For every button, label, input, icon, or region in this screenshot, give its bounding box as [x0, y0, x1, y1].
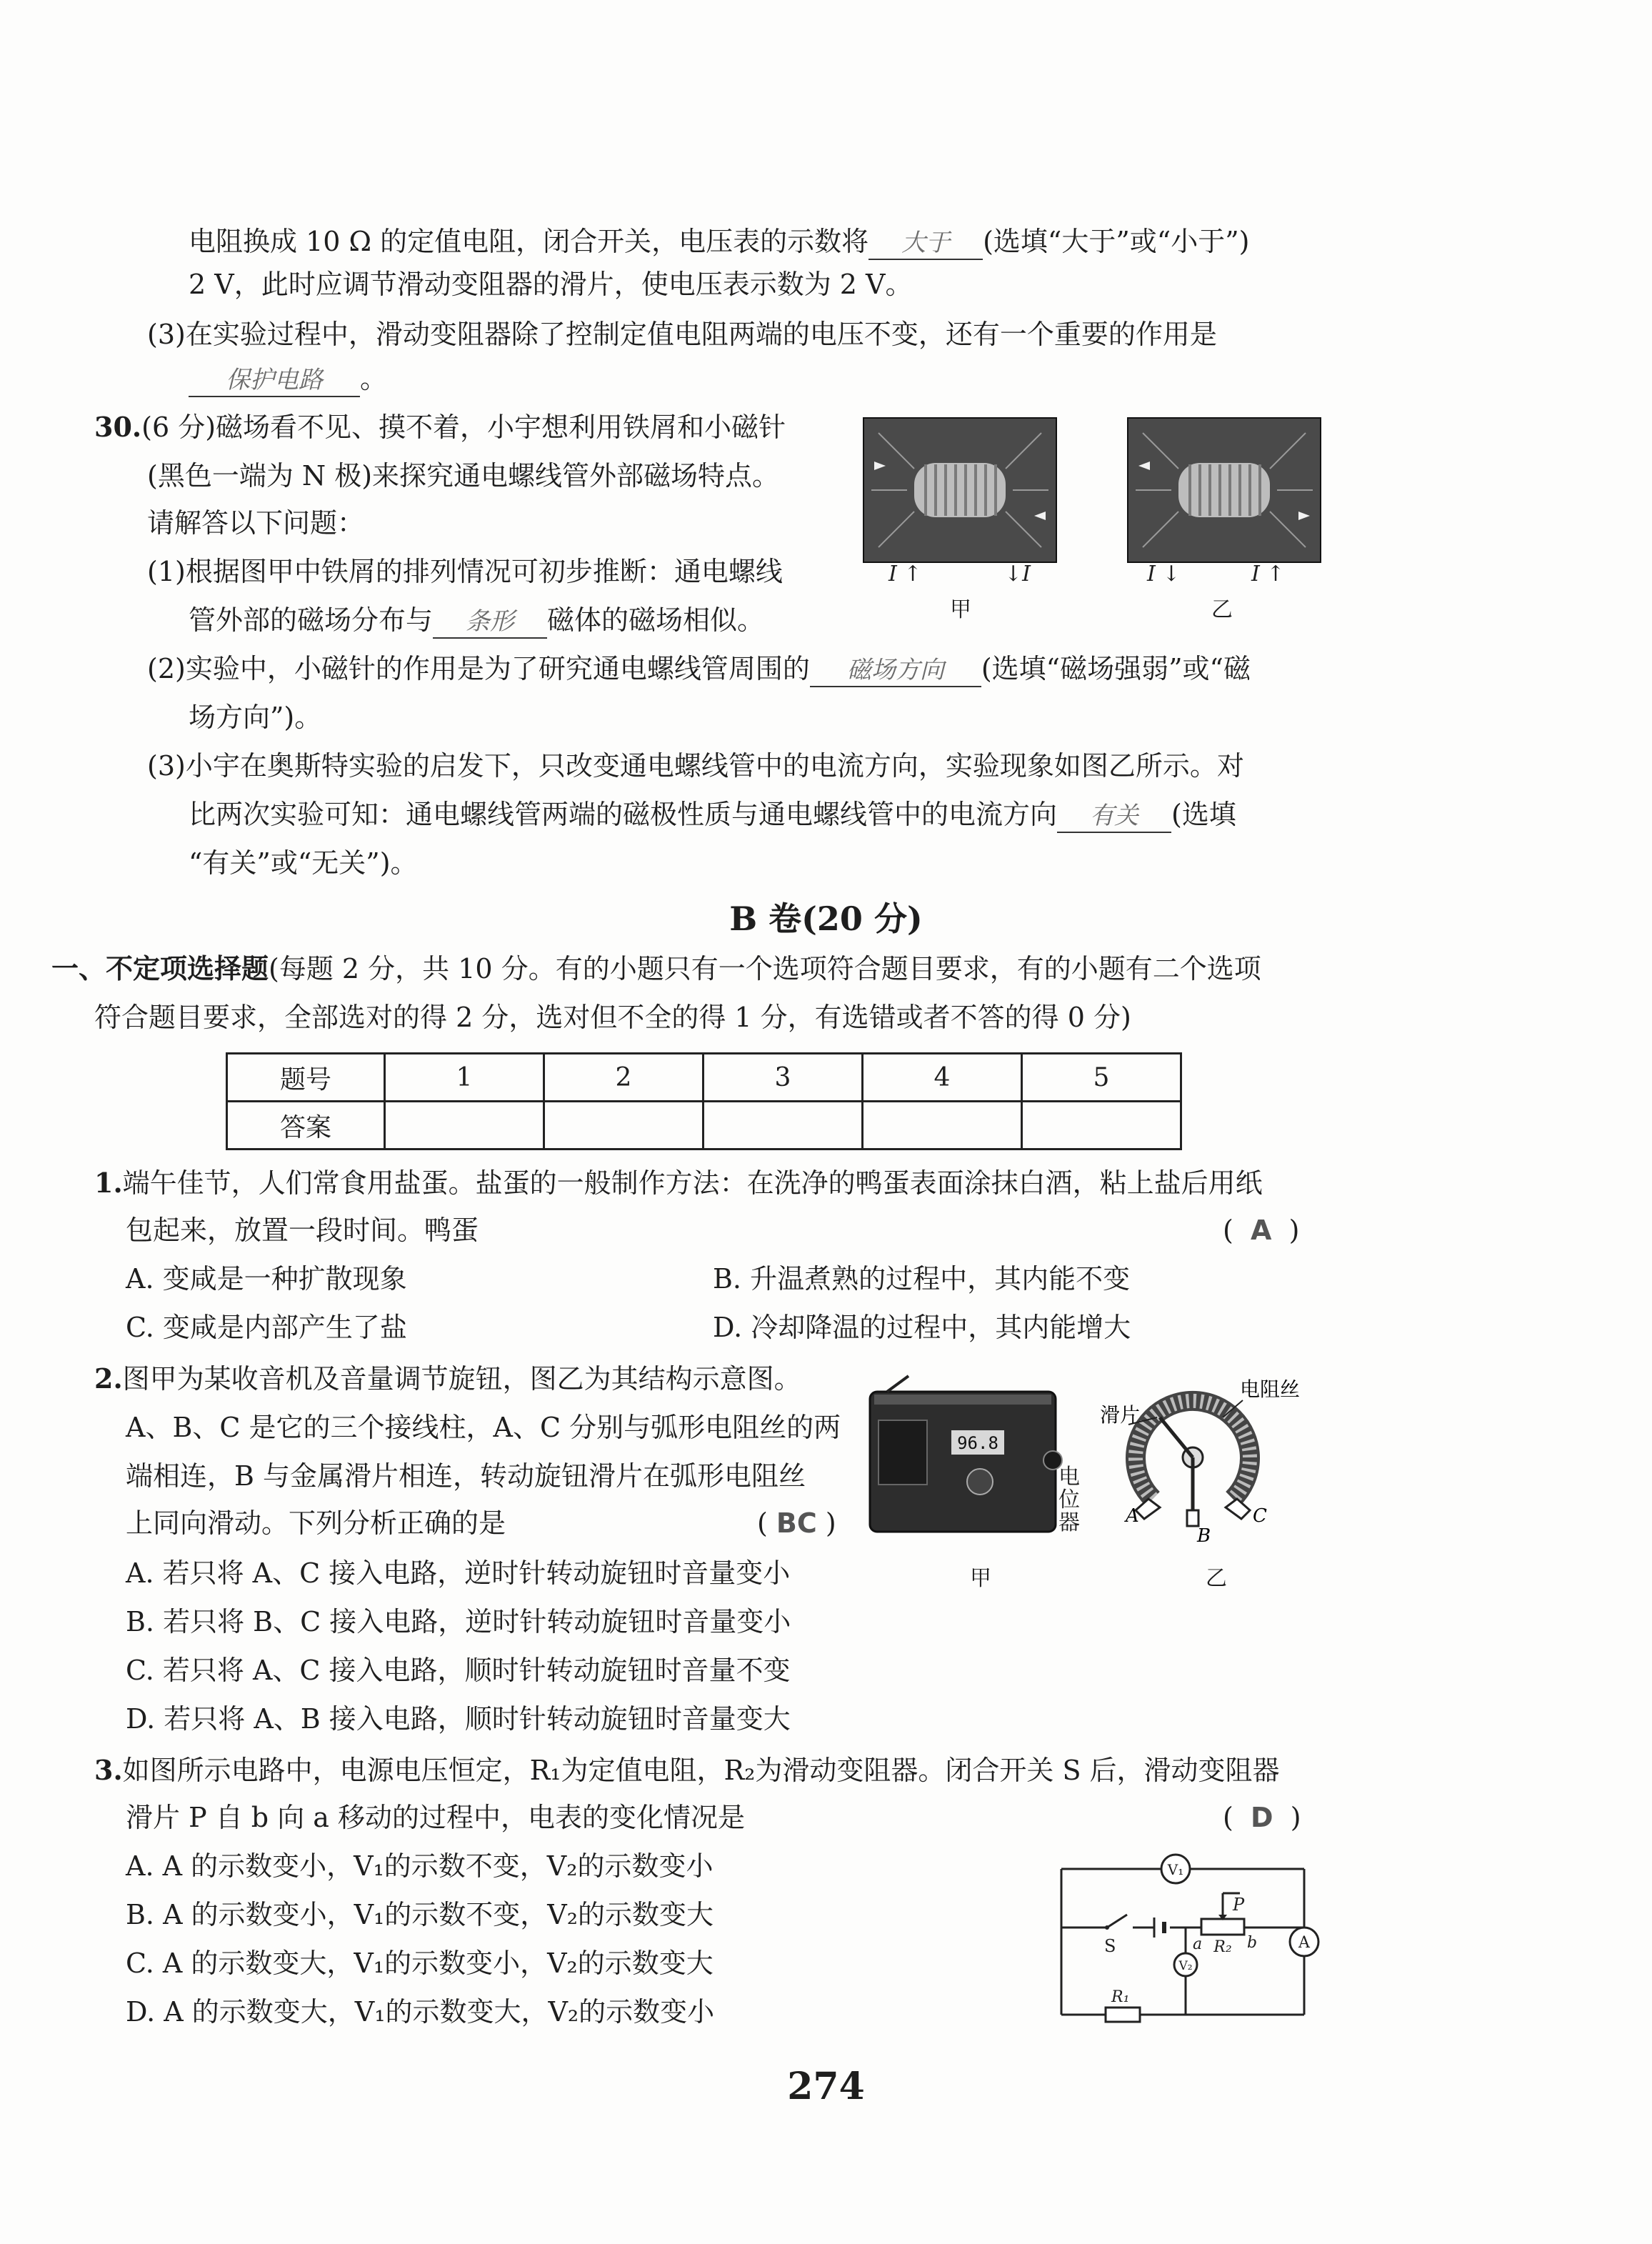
potentiometer-label: 电位器 [1058, 1465, 1080, 1535]
answer-cell-4[interactable] [863, 1102, 1022, 1150]
b2-text: 图甲为某收音机及音量调节旋钮，图乙为其结构示意图。 [122, 1363, 801, 1395]
r1-label: R₁ [1111, 1988, 1130, 2006]
b1-option-b[interactable]: B. 升温煮熟的过程中，其内能不变 [713, 1263, 1131, 1295]
question-number: 3. [94, 1754, 123, 1786]
table-number-cell: 2 [544, 1054, 704, 1102]
label-b: B [1197, 1525, 1211, 1543]
b-label: b [1247, 1934, 1258, 1952]
b3-answer-paren: ( D ) [1223, 1802, 1301, 1833]
current-symbol: I [1022, 562, 1031, 587]
b1-text: 端午佳节，人们常食用盐蛋。盐蛋的一般制作方法：在洗净的鸭蛋表面涂抹白酒，粘上盐后用纸 [122, 1167, 1263, 1199]
table-number-cell: 1 [385, 1054, 544, 1102]
q30-answer-3[interactable]: 有关 [1057, 800, 1171, 833]
q29-line2: 2 V，此时应调节滑动变阻器的滑片，使电压表示数为 2 V。 [189, 269, 913, 300]
b2-line2: A、B、C 是它的三个接线柱，A、C 分别与弧形电阻丝的两 [126, 1412, 841, 1443]
b2-option-d[interactable]: D. 若只将 A、B 接入电路，顺时针转动旋钮时音量变大 [126, 1703, 791, 1735]
answer-cell-3[interactable] [704, 1102, 863, 1150]
b3-answer: D [1250, 1802, 1273, 1833]
terminal-b [1187, 1510, 1198, 1526]
tuning-knob [967, 1469, 993, 1495]
q30-part3c: “有关”或“无关”)。 [189, 847, 418, 879]
switch-pivot [1105, 1925, 1109, 1930]
q30-text: 管外部的磁场分布与 [189, 604, 434, 636]
switch-label: S [1104, 1936, 1116, 1956]
potentiometer-structure [1100, 1379, 1314, 1543]
speaker-grille [878, 1420, 927, 1485]
current-label-yi-left: I ↓ [1147, 562, 1181, 587]
b3-text: 如图所示电路中，电源电压恒定，R₁为定值电阻，R₂为滑动变阻器。闭合开关 S 后，滑动变阻器 [122, 1755, 1280, 1786]
b2-line1 [94, 1363, 801, 1395]
table-header-cell: 题号 [227, 1054, 385, 1102]
figure-label-jia: 甲 [950, 597, 971, 622]
b1-option-d[interactable]: D. 冷却降温的过程中，其内能增大 [713, 1312, 1131, 1343]
wire-label: 电阻丝 [1240, 1379, 1301, 1401]
q30-answer-2[interactable]: 磁场方向 [810, 654, 981, 687]
terminal-a [1136, 1499, 1160, 1519]
b1-option-a[interactable]: A. 变咸是一种扩散现象 [126, 1263, 407, 1295]
table-number-cell: 3 [704, 1054, 863, 1102]
radio-figure [866, 1375, 1087, 1546]
current-symbol: I [1147, 562, 1156, 587]
q30-part1b [189, 604, 764, 639]
q29-hint: (选填“大于”或“小于”) [983, 226, 1250, 257]
q29-text: 电阻换成 10 Ω 的定值电阻，闭合开关，电压表的示数将 [189, 226, 869, 257]
section-b-title: B 卷(20 分) [729, 899, 923, 938]
q30-part2a [147, 653, 1251, 687]
figure-label-yi: 乙 [1211, 597, 1233, 622]
current-label-jia-right: ↓I [1004, 562, 1031, 587]
q30-text: 磁体的磁场相似。 [547, 604, 765, 636]
solenoid-photo-jia [863, 417, 1057, 563]
answer-table [226, 1052, 1182, 1150]
label-c: C [1253, 1505, 1267, 1527]
q29-part3: (3)在实验过程中，滑动变阻器除了控制定值电阻两端的电压不变，还有一个重要的作用是 [147, 319, 1217, 350]
q30-part1a: (1)根据图甲中铁屑的排列情况可初步推断：通电螺线 [147, 556, 783, 587]
current-label-yi-right: I ↑ [1251, 562, 1285, 587]
label-a: A [1126, 1505, 1139, 1527]
b3-option-c[interactable]: C. A 的示数变大，V₁的示数变小，V₂的示数变大 [126, 1948, 714, 1979]
q30-intro1 [94, 412, 786, 443]
radio-display-text: 96.8 [957, 1433, 998, 1453]
q30-text: (2)实验中，小磁针的作用是为了研究通电螺线管周围的 [147, 653, 810, 684]
circuit-diagram [1050, 1843, 1336, 2029]
q30-intro2: (黑色一端为 N 极)来探究通电螺线管外部磁场特点。 [147, 460, 780, 492]
q30-hint: (选填“磁场强弱”或“磁 [981, 653, 1251, 684]
rheostat-r2 [1201, 1919, 1244, 1935]
b2-answer: BC [776, 1507, 817, 1539]
question-number: 1. [94, 1167, 123, 1199]
current-label-jia-left: I ↑ [888, 562, 922, 587]
table-number-cell: 4 [863, 1054, 1022, 1102]
q30-part3a: (3)小宇在奥斯特实验的启发下，只改变通电螺线管中的电流方向，实验现象如图乙所示。对 [147, 750, 1244, 782]
b3-line1 [94, 1755, 1280, 1786]
q29-part3-answer-line [189, 363, 387, 397]
b2-option-b[interactable]: B. 若只将 B、C 接入电路，逆时针转动旋钮时音量变小 [126, 1606, 791, 1637]
slider-arm [1160, 1417, 1193, 1457]
b1-answer-paren: ( A ) [1223, 1215, 1300, 1246]
q30-answer-1[interactable]: 条形 [433, 606, 547, 639]
b1-line2: 包起来，放置一段时间。鸭蛋 [126, 1215, 479, 1246]
b1-option-c[interactable]: C. 变咸是内部产生了盐 [126, 1312, 407, 1343]
current-symbol: I [888, 562, 897, 587]
b3-line2: 滑片 P 自 b 向 a 移动的过程中，电表的变化情况是 [126, 1802, 746, 1833]
v2-label: V₂ [1178, 1959, 1193, 1973]
part-label: 一、不定项选择题 [51, 952, 269, 984]
ammeter-label: A [1298, 1934, 1310, 1952]
b2-option-c[interactable]: C. 若只将 A、C 接入电路，顺时针转动旋钮时音量不变 [126, 1655, 791, 1686]
q29-line1 [189, 226, 1249, 260]
table-number-cell: 5 [1022, 1054, 1181, 1102]
answer-cell-2[interactable] [544, 1102, 704, 1150]
q30-hint: (选填 [1171, 799, 1236, 830]
b3-option-a[interactable]: A. A 的示数变小，V₁的示数不变，V₂的示数变小 [126, 1850, 714, 1882]
question-number: 2. [94, 1362, 123, 1395]
b2-option-a[interactable]: A. 若只将 A、C 接入电路，逆时针转动旋钮时音量变小 [126, 1557, 791, 1589]
resistor-r1 [1106, 2008, 1140, 2022]
page-number: 274 [787, 2065, 865, 2108]
radio-figure-label: 甲 [970, 1566, 991, 1591]
r2-label: R₂ [1213, 1938, 1232, 1956]
question-number: 30. [94, 411, 142, 443]
b1-answer: A [1250, 1215, 1272, 1246]
a-label: a [1193, 1935, 1203, 1953]
v1-label: V₁ [1167, 1861, 1184, 1878]
b2-line3: 端相连，B 与金属滑片相连，转动旋钮滑片在弧形电阻丝 [126, 1460, 806, 1492]
b3-option-b[interactable]: B. A 的示数变小，V₁的示数不变，V₂的示数变大 [126, 1899, 714, 1930]
b1-line1 [94, 1167, 1263, 1199]
b3-option-d[interactable]: D. A 的示数变大，V₁的示数变大，V₂的示数变小 [126, 1996, 715, 2028]
terminal-c [1226, 1499, 1250, 1519]
table-row [227, 1054, 1181, 1102]
q30-intro3: 请解答以下问题： [147, 507, 365, 539]
antenna [887, 1376, 908, 1392]
solenoid-jia-illustration [864, 419, 1056, 562]
b2-answer-paren: ( BC ) [757, 1507, 836, 1539]
answer-cell-1[interactable] [385, 1102, 544, 1150]
p-label: P [1233, 1895, 1245, 1915]
q30-part3b [189, 799, 1236, 833]
q30-part2b: 场方向”)。 [189, 702, 322, 733]
solenoid-photo-yi [1127, 417, 1321, 563]
switch-blade[interactable] [1107, 1915, 1127, 1928]
part-instructions: (每题 2 分，共 10 分。有的小题只有一个选项符合题目要求，有的小题有二个选项 [269, 953, 1261, 984]
potentiometer-figure-label: 乙 [1206, 1566, 1227, 1591]
table-header-cell: 答案 [227, 1102, 385, 1150]
q29-answer-1[interactable]: 大于 [868, 227, 983, 260]
section-b-part1-line2: 符合题目要求，全部选对的得 2 分，选对但不全的得 1 分，有选错或者不答的得 0 分) [94, 1002, 1131, 1033]
answer-cell-5[interactable] [1022, 1102, 1181, 1150]
table-row [227, 1102, 1181, 1150]
slider-label: 滑片 [1100, 1403, 1141, 1427]
q30-text: 比两次实验可知：通电螺线管两端的磁极性质与通电螺线管中的电流方向 [189, 799, 1058, 830]
solenoid-yi-illustration [1128, 419, 1320, 562]
b2-line4: 上同向滑动。下列分析正确的是 [126, 1507, 506, 1539]
q30-text: (6 分)磁场看不见、摸不着，小宇想利用铁屑和小磁针 [141, 412, 786, 443]
current-symbol: I [1251, 562, 1260, 587]
q29-answer-3[interactable]: 保护电路 [189, 364, 360, 397]
period: 。 [360, 363, 388, 394]
section-b-part1 [51, 953, 1261, 984]
